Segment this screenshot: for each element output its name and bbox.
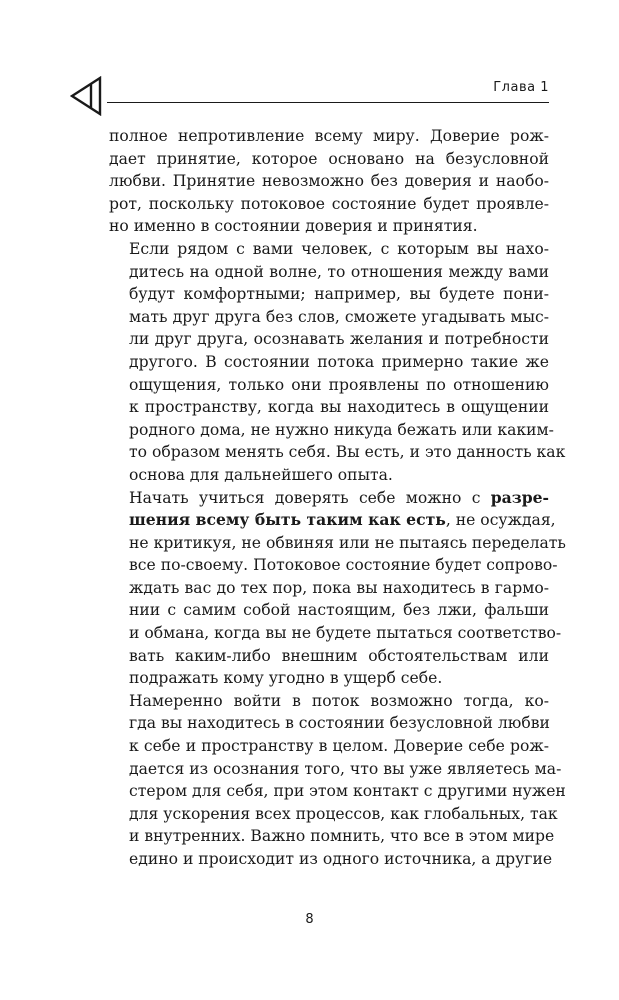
- text-line: но именно в состоянии доверия и принятия.: [109, 217, 478, 236]
- text-line: основа для дальнейшего опыта.: [129, 465, 393, 484]
- text-line: мать друг друга без слов, сможете угадывать мыс-: [129, 307, 549, 326]
- text-run: , не осуждая,: [445, 511, 556, 530]
- text-line: полное непротивление всему миру. Доверие рож-: [109, 127, 549, 145]
- text-line: едино и происходит из одного источника, а другие: [129, 850, 553, 868]
- text-line: ждать вас до тех пор, пока вы находитесь в гармо-: [129, 578, 549, 597]
- text-line: будут комфортными; например, вы будете пони-: [129, 285, 549, 304]
- text-run: Начать учиться доверять себе можно с: [129, 488, 491, 507]
- text-line: родного дома, не нужно никуда бежать или каким-: [129, 420, 554, 439]
- text-line: для ускорения всех процессов, как глобальных, так: [129, 804, 558, 823]
- paragraph-1: [109, 125, 549, 238]
- text-line: другого. В состоянии потока примерно такие же: [129, 352, 549, 371]
- text-line: подражать кому угодно в ущерб себе.: [129, 669, 443, 688]
- chapter-triangle-icon: [70, 76, 102, 116]
- text-line: к себе и пространству в целом. Доверие себе рож-: [129, 737, 549, 756]
- text-line: дает принятие, которое основано на безусловной: [109, 149, 549, 168]
- text-line: нии с самим собой настоящим, без лжи, фальши: [129, 601, 549, 620]
- text-line: не критикуя, не обвиняя или не пытаясь переделать: [129, 533, 566, 552]
- chapter-label: Глава 1: [493, 80, 549, 95]
- paragraph-3: [109, 487, 566, 690]
- text-line: любви. Принятие невозможно без доверия и наобо-: [109, 172, 549, 191]
- text-line: стером для себя, при этом контакт с другими нужен: [129, 782, 566, 801]
- emphasis-text: разре-: [490, 487, 549, 507]
- text-line: и внутренних. Важно помнить, что все в этом мире: [129, 827, 555, 846]
- text-line: все по-своему. Потоковое состояние будет сопрово-: [129, 556, 558, 575]
- text-line: ли друг друга, осознавать желания и потребности: [129, 330, 549, 349]
- text-line: ощущения, только они проявлены по отношению: [129, 375, 549, 394]
- text-line: к пространству, когда вы находитесь в ощущении: [129, 398, 549, 417]
- text-line: гда вы находитесь в состоянии безусловной любви: [129, 714, 550, 733]
- text-line: вать каким-либо внешним обстоятельствам или: [129, 646, 549, 665]
- paragraph-4: [109, 690, 566, 871]
- text-line: рот, поскольку потоковое состояние будет проявле-: [109, 194, 549, 213]
- page-body: [109, 125, 566, 871]
- text-line: Если рядом с вами человек, с которым вы нахо-: [129, 239, 549, 258]
- page-number: 8: [305, 912, 314, 927]
- text-line: [109, 509, 556, 532]
- header-rule: [107, 102, 549, 103]
- text-line: дается из осознания того, что вы уже являетесь ма-: [129, 759, 562, 778]
- emphasis-text: шения всему быть таким как есть: [129, 510, 446, 530]
- text-line: [109, 487, 549, 510]
- paragraph-2: [109, 238, 566, 487]
- text-line: и обмана, когда вы не будете пытаться соответство-: [129, 624, 562, 643]
- text-line: то образом менять себя. Вы есть, и это данность как: [129, 443, 566, 462]
- text-line: дитесь на одной волне, то отношения между вами: [129, 262, 549, 281]
- text-line: Намеренно войти в поток возможно тогда, ко-: [129, 691, 549, 710]
